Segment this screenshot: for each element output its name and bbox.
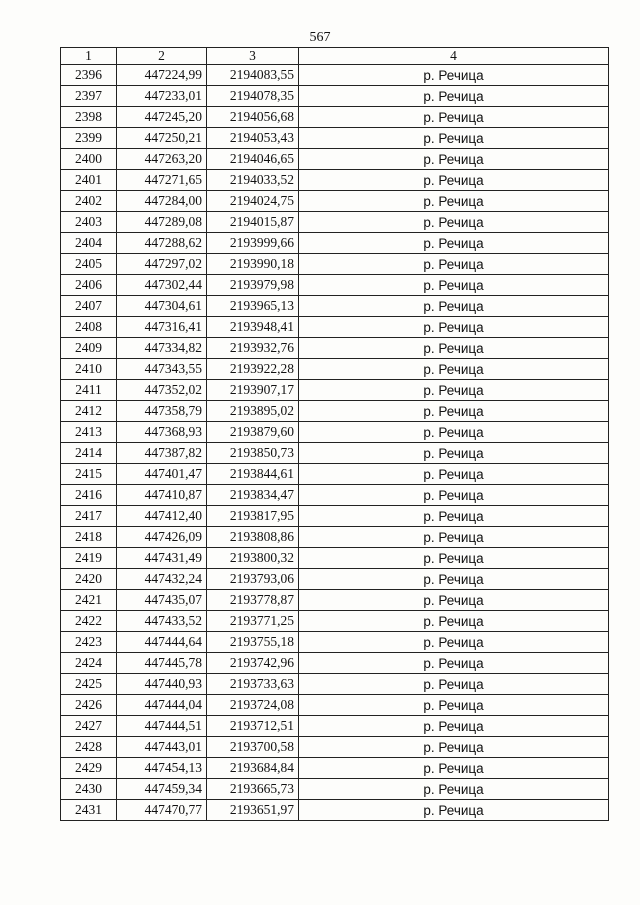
point-number-cell: 2422 (61, 611, 117, 632)
y-coordinate-cell: 2193651,97 (207, 800, 299, 821)
description-cell: р. Речица (299, 401, 609, 422)
x-coordinate-cell: 447444,51 (117, 716, 207, 737)
y-coordinate-cell: 2193922,28 (207, 359, 299, 380)
table-row (61, 674, 609, 695)
x-coordinate-cell: 447443,01 (117, 737, 207, 758)
x-coordinate-cell: 447245,20 (117, 107, 207, 128)
table-row (61, 149, 609, 170)
y-coordinate-cell: 2193834,47 (207, 485, 299, 506)
table-row (61, 128, 609, 149)
description-cell: р. Речица (299, 800, 609, 821)
point-number-cell: 2420 (61, 569, 117, 590)
point-number-cell: 2396 (61, 65, 117, 86)
description-cell: р. Речица (299, 317, 609, 338)
table-row (61, 611, 609, 632)
description-cell: р. Речица (299, 485, 609, 506)
point-number-cell: 2403 (61, 212, 117, 233)
table-row (61, 338, 609, 359)
x-coordinate-cell: 447224,99 (117, 65, 207, 86)
y-coordinate-cell: 2194015,87 (207, 212, 299, 233)
y-coordinate-cell: 2194056,68 (207, 107, 299, 128)
point-number-cell: 2409 (61, 338, 117, 359)
point-number-cell: 2424 (61, 653, 117, 674)
y-coordinate-cell: 2193907,17 (207, 380, 299, 401)
table-body (61, 65, 609, 821)
description-cell: р. Речица (299, 569, 609, 590)
description-cell: р. Речица (299, 548, 609, 569)
point-number-cell: 2401 (61, 170, 117, 191)
table-row (61, 275, 609, 296)
point-number-cell: 2418 (61, 527, 117, 548)
x-coordinate-cell: 447426,09 (117, 527, 207, 548)
y-coordinate-cell: 2193895,02 (207, 401, 299, 422)
description-cell: р. Речица (299, 779, 609, 800)
x-coordinate-cell: 447412,40 (117, 506, 207, 527)
description-cell: р. Речица (299, 128, 609, 149)
description-cell: р. Речица (299, 380, 609, 401)
point-number-cell: 2402 (61, 191, 117, 212)
x-coordinate-cell: 447302,44 (117, 275, 207, 296)
x-coordinate-cell: 447444,64 (117, 632, 207, 653)
description-cell: р. Речица (299, 716, 609, 737)
description-cell: р. Речица (299, 254, 609, 275)
y-coordinate-cell: 2193733,63 (207, 674, 299, 695)
y-coordinate-cell: 2193948,41 (207, 317, 299, 338)
table-row (61, 653, 609, 674)
x-coordinate-cell: 447250,21 (117, 128, 207, 149)
table-row (61, 569, 609, 590)
column-header-description: 4 (299, 48, 609, 65)
description-cell: р. Речица (299, 527, 609, 548)
y-coordinate-cell: 2194033,52 (207, 170, 299, 191)
x-coordinate-cell: 447288,62 (117, 233, 207, 254)
x-coordinate-cell: 447233,01 (117, 86, 207, 107)
description-cell: р. Речица (299, 296, 609, 317)
point-number-cell: 2423 (61, 632, 117, 653)
x-coordinate-cell: 447459,34 (117, 779, 207, 800)
description-cell: р. Речица (299, 338, 609, 359)
description-cell: р. Речица (299, 107, 609, 128)
table-row (61, 443, 609, 464)
y-coordinate-cell: 2194053,43 (207, 128, 299, 149)
description-cell: р. Речица (299, 758, 609, 779)
x-coordinate-cell: 447334,82 (117, 338, 207, 359)
table-row (61, 737, 609, 758)
x-coordinate-cell: 447454,13 (117, 758, 207, 779)
column-header-number: 1 (61, 48, 117, 65)
point-number-cell: 2430 (61, 779, 117, 800)
y-coordinate-cell: 2193742,96 (207, 653, 299, 674)
description-cell: р. Речица (299, 653, 609, 674)
y-coordinate-cell: 2193879,60 (207, 422, 299, 443)
point-number-cell: 2413 (61, 422, 117, 443)
x-coordinate-cell: 447352,02 (117, 380, 207, 401)
point-number-cell: 2427 (61, 716, 117, 737)
point-number-cell: 2417 (61, 506, 117, 527)
description-cell: р. Речица (299, 275, 609, 296)
y-coordinate-cell: 2193771,25 (207, 611, 299, 632)
x-coordinate-cell: 447289,08 (117, 212, 207, 233)
table-row (61, 800, 609, 821)
description-cell: р. Речица (299, 632, 609, 653)
point-number-cell: 2429 (61, 758, 117, 779)
point-number-cell: 2412 (61, 401, 117, 422)
page-number: 567 (309, 30, 331, 45)
y-coordinate-cell: 2193850,73 (207, 443, 299, 464)
y-coordinate-cell: 2193793,06 (207, 569, 299, 590)
table-row (61, 464, 609, 485)
y-coordinate-cell: 2193684,84 (207, 758, 299, 779)
table-row (61, 401, 609, 422)
description-cell: р. Речица (299, 233, 609, 254)
x-coordinate-cell: 447444,04 (117, 695, 207, 716)
x-coordinate-cell: 447410,87 (117, 485, 207, 506)
y-coordinate-cell: 2193965,13 (207, 296, 299, 317)
x-coordinate-cell: 447343,55 (117, 359, 207, 380)
description-cell: р. Речица (299, 590, 609, 611)
table-row (61, 506, 609, 527)
x-coordinate-cell: 447432,24 (117, 569, 207, 590)
table-row (61, 317, 609, 338)
y-coordinate-cell: 2193932,76 (207, 338, 299, 359)
x-coordinate-cell: 447368,93 (117, 422, 207, 443)
table-row (61, 779, 609, 800)
y-coordinate-cell: 2193800,32 (207, 548, 299, 569)
description-cell: р. Речица (299, 170, 609, 191)
x-coordinate-cell: 447440,93 (117, 674, 207, 695)
y-coordinate-cell: 2193700,58 (207, 737, 299, 758)
y-coordinate-cell: 2193724,08 (207, 695, 299, 716)
table-row (61, 632, 609, 653)
column-header-y: 3 (207, 48, 299, 65)
description-cell: р. Речица (299, 506, 609, 527)
point-number-cell: 2415 (61, 464, 117, 485)
point-number-cell: 2399 (61, 128, 117, 149)
table-row (61, 170, 609, 191)
column-header-x: 2 (117, 48, 207, 65)
table-row (61, 548, 609, 569)
table-row (61, 254, 609, 275)
y-coordinate-cell: 2193778,87 (207, 590, 299, 611)
description-cell: р. Речица (299, 359, 609, 380)
coordinates-table (60, 47, 609, 821)
point-number-cell: 2431 (61, 800, 117, 821)
table-row (61, 422, 609, 443)
description-cell: р. Речица (299, 695, 609, 716)
description-cell: р. Речица (299, 674, 609, 695)
y-coordinate-cell: 2193999,66 (207, 233, 299, 254)
table-row (61, 485, 609, 506)
description-cell: р. Речица (299, 422, 609, 443)
y-coordinate-cell: 2194046,65 (207, 149, 299, 170)
point-number-cell: 2407 (61, 296, 117, 317)
point-number-cell: 2416 (61, 485, 117, 506)
description-cell: р. Речица (299, 737, 609, 758)
point-number-cell: 2400 (61, 149, 117, 170)
description-cell: р. Речица (299, 611, 609, 632)
table-row (61, 695, 609, 716)
description-cell: р. Речица (299, 149, 609, 170)
point-number-cell: 2408 (61, 317, 117, 338)
table-row (61, 359, 609, 380)
table-row (61, 758, 609, 779)
table-row (61, 380, 609, 401)
point-number-cell: 2428 (61, 737, 117, 758)
point-number-cell: 2425 (61, 674, 117, 695)
y-coordinate-cell: 2194078,35 (207, 86, 299, 107)
y-coordinate-cell: 2193844,61 (207, 464, 299, 485)
point-number-cell: 2410 (61, 359, 117, 380)
point-number-cell: 2419 (61, 548, 117, 569)
table-row (61, 527, 609, 548)
table-row (61, 65, 609, 86)
y-coordinate-cell: 2194024,75 (207, 191, 299, 212)
y-coordinate-cell: 2193808,86 (207, 527, 299, 548)
table-row (61, 590, 609, 611)
point-number-cell: 2421 (61, 590, 117, 611)
x-coordinate-cell: 447297,02 (117, 254, 207, 275)
x-coordinate-cell: 447284,00 (117, 191, 207, 212)
x-coordinate-cell: 447271,65 (117, 170, 207, 191)
point-number-cell: 2411 (61, 380, 117, 401)
y-coordinate-cell: 2193979,98 (207, 275, 299, 296)
x-coordinate-cell: 447401,47 (117, 464, 207, 485)
point-number-cell: 2404 (61, 233, 117, 254)
y-coordinate-cell: 2193817,95 (207, 506, 299, 527)
table-row (61, 212, 609, 233)
x-coordinate-cell: 447445,78 (117, 653, 207, 674)
table-row (61, 716, 609, 737)
point-number-cell: 2405 (61, 254, 117, 275)
x-coordinate-cell: 447470,77 (117, 800, 207, 821)
y-coordinate-cell: 2194083,55 (207, 65, 299, 86)
description-cell: р. Речица (299, 443, 609, 464)
table-row (61, 296, 609, 317)
description-cell: р. Речица (299, 212, 609, 233)
x-coordinate-cell: 447304,61 (117, 296, 207, 317)
table-row (61, 86, 609, 107)
description-cell: р. Речица (299, 464, 609, 485)
point-number-cell: 2397 (61, 86, 117, 107)
description-cell: р. Речица (299, 65, 609, 86)
x-coordinate-cell: 447387,82 (117, 443, 207, 464)
table-header-row (61, 48, 609, 65)
point-number-cell: 2414 (61, 443, 117, 464)
table-row (61, 233, 609, 254)
description-cell: р. Речица (299, 191, 609, 212)
table-row (61, 107, 609, 128)
point-number-cell: 2406 (61, 275, 117, 296)
x-coordinate-cell: 447431,49 (117, 548, 207, 569)
table-row (61, 191, 609, 212)
description-cell: р. Речица (299, 86, 609, 107)
y-coordinate-cell: 2193755,18 (207, 632, 299, 653)
x-coordinate-cell: 447316,41 (117, 317, 207, 338)
y-coordinate-cell: 2193665,73 (207, 779, 299, 800)
y-coordinate-cell: 2193990,18 (207, 254, 299, 275)
x-coordinate-cell: 447433,52 (117, 611, 207, 632)
point-number-cell: 2398 (61, 107, 117, 128)
point-number-cell: 2426 (61, 695, 117, 716)
x-coordinate-cell: 447263,20 (117, 149, 207, 170)
x-coordinate-cell: 447358,79 (117, 401, 207, 422)
y-coordinate-cell: 2193712,51 (207, 716, 299, 737)
x-coordinate-cell: 447435,07 (117, 590, 207, 611)
